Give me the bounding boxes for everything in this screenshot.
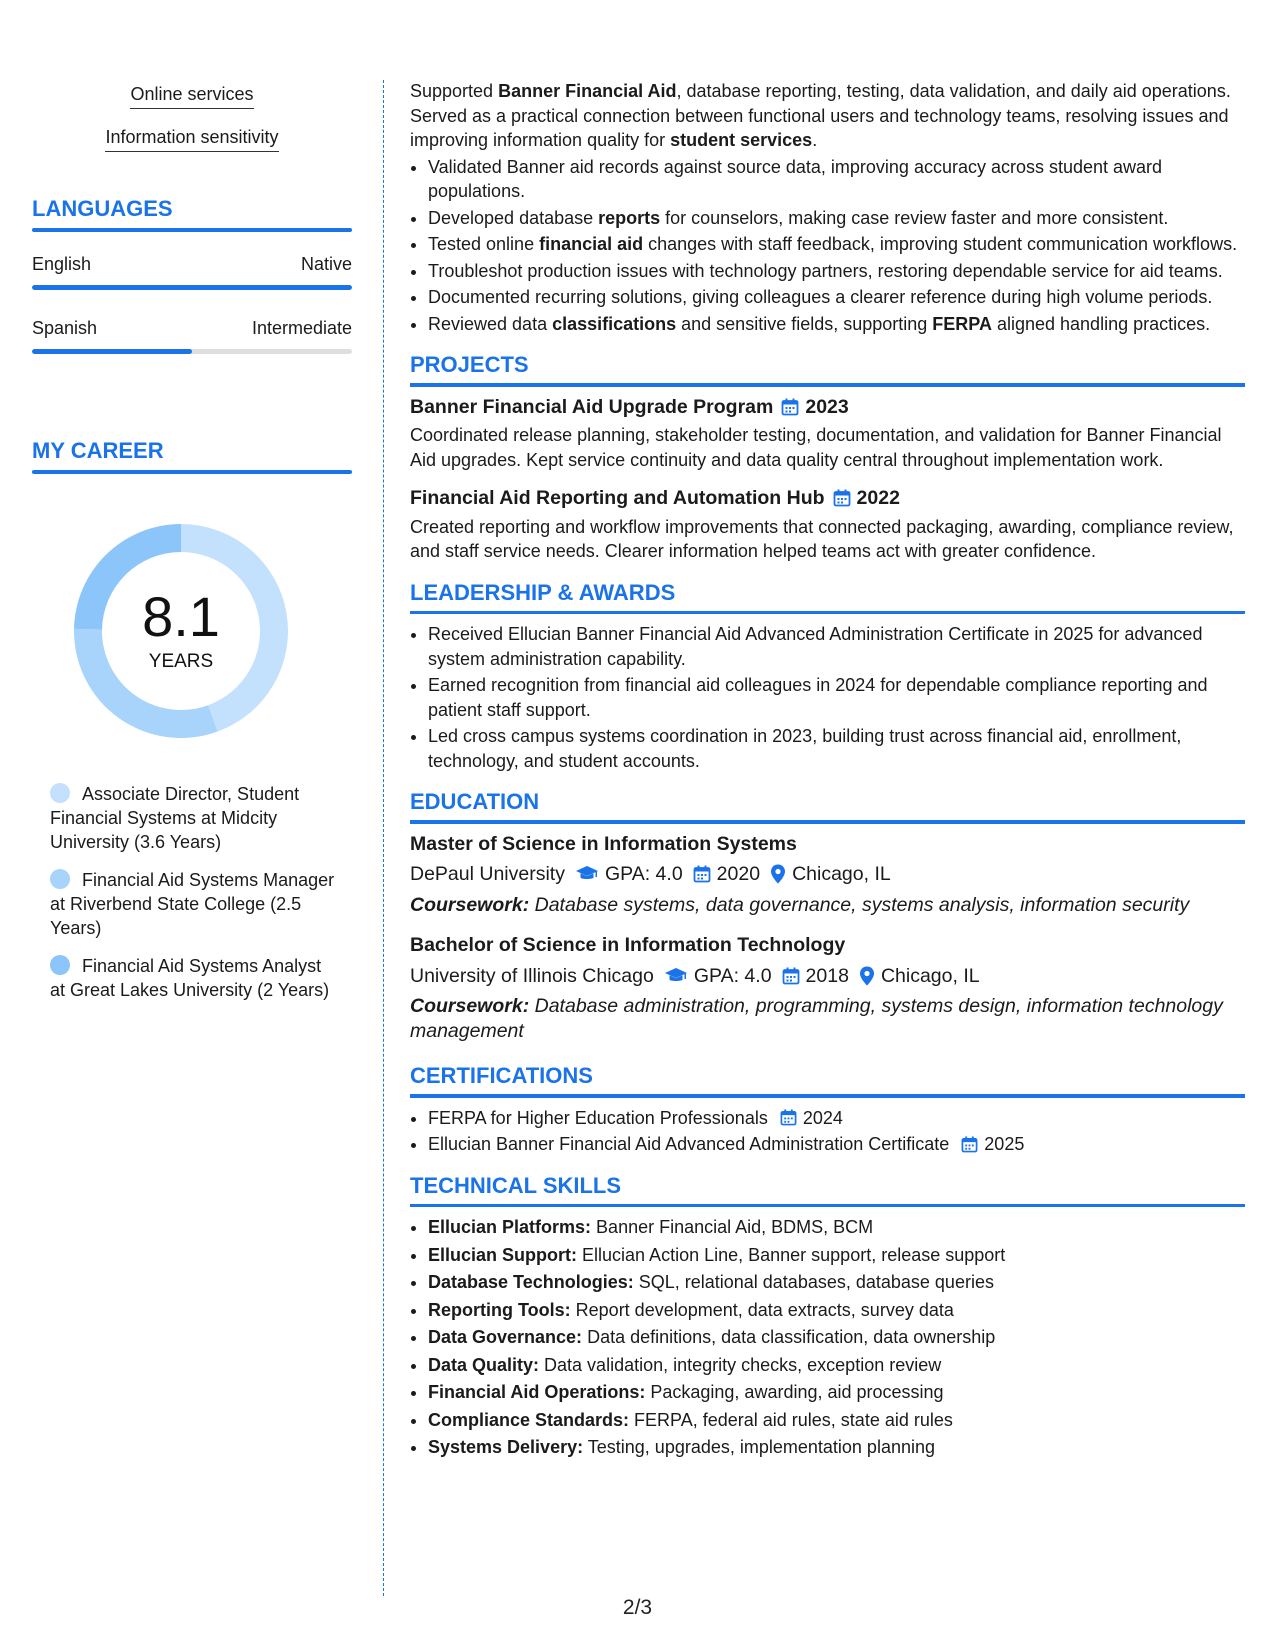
graduation-date [782,964,849,989]
project-year: 2022 [856,487,900,509]
summary-paragraph [410,79,1245,153]
education-title: EDUCATION [410,789,540,814]
project-year: 2023 [805,395,849,418]
list-item [428,259,1245,284]
skill-value: Banner Financial Aid, BDMS, BCM [591,1217,874,1237]
list-item [428,1243,1245,1269]
bullet-bold: FERPA [932,313,992,334]
section-rule [32,470,352,474]
project-name: Banner Financial Aid Upgrade Program [410,395,774,418]
project-date [833,486,900,511]
calendar-icon [961,1136,978,1153]
legend-label: Financial Aid Systems Manager at Riverbend State College (2.5 Years) [50,870,335,938]
skill-value: Ellucian Action Line, Banner support, release support [577,1244,1006,1265]
calendar-icon [780,1109,797,1126]
career-section [32,438,352,1002]
list-item [428,1106,1245,1131]
education-details [410,862,1245,887]
list-item [428,155,1245,204]
list-item [428,285,1245,310]
certifications-title: CERTIFICATIONS [410,1063,593,1088]
bullet-bold: financial aid [539,234,644,254]
language-row [32,318,352,339]
skill-value: Testing, upgrades, implementation planning [583,1437,935,1457]
language-bar [32,349,352,354]
coursework-text: Database systems, data governance, systems analysis, information security [534,893,1190,916]
bullet-text: and sensitive fields, supporting [676,313,933,334]
gpa-value: GPA: 4.0 [693,964,772,987]
bullet-text: Developed database [428,207,599,228]
education-section [410,789,1245,1043]
experience-bullets [410,155,1245,337]
bullet-text: Reviewed data [428,313,553,334]
list-item: • Earned recognition from financial aid colleagues in 2024 for dependable compliance reporting and patient staff support. [428,673,1245,722]
coursework [410,994,1245,1043]
school-location [770,862,891,887]
career-title: MY CAREER [32,438,164,463]
school-name: University of Illinois Chicago [410,964,654,987]
project-date [781,395,848,420]
donut-center [66,516,296,746]
legend-dot [50,783,70,803]
language-level: Intermediate [251,318,352,338]
legend-item [50,868,340,940]
career-legend [50,782,340,1002]
language-bar-fill [32,285,352,290]
skill-label: Data Quality: [428,1354,540,1375]
left-column [32,84,352,1016]
certification-name: • Ellucian Banner Financial Aid Advanced Administration Certificate [428,1134,950,1154]
section-rule [410,1094,1245,1098]
list-item: • Led cross campus systems coordination in 2023, building trust across financial aid, enrollment, technology, and student accounts. [428,724,1245,773]
career-unit: YEARS [148,651,214,672]
language-bar [32,285,352,290]
graduation-cap-icon [664,967,688,985]
gpa [575,862,683,887]
list-item [428,1132,1245,1157]
bullet-text: Validated Banner aid records against source data, improving accuracy across student award populations. [428,156,1163,201]
legend-label: Associate Director, Student Financial Systems at Midcity University (3.6 Years) [50,784,300,852]
career-donut-chart [66,516,296,746]
list-item: • Received Ellucian Banner Financial Aid Advanced Administration Certificate in 2025 for advanced system administration capability. [428,622,1245,671]
calendar-icon [693,865,711,883]
skills-list [410,1215,1245,1461]
graduation-date [693,862,760,887]
projects-title: PROJECTS [410,352,529,377]
calendar-icon [782,967,800,985]
project-name: Financial Aid Reporting and Automation Hub [410,487,825,509]
languages-title: LANGUAGES [32,196,173,221]
project-description: Coordinated release planning, stakeholder testing, documentation, and validation for Banner Financial Aid upgrades. Kept service continuity and data quality central throughout implementation work. [410,425,1222,470]
coursework [410,893,1245,918]
bullet-bold: reports [598,207,661,228]
summary-bold: student services [670,130,813,150]
calendar-icon [833,489,851,507]
certifications-list [410,1106,1245,1157]
language-name: English [32,254,92,274]
legend-item [50,954,340,1002]
certification-year: 2025 [984,1134,1025,1154]
bullet-text: aligned handling practices. [991,313,1211,334]
list-item [428,1380,1245,1406]
gpa [664,964,772,989]
list-item [428,312,1245,337]
list-item [428,1353,1245,1379]
awards-title: LEADERSHIP & AWARDS [410,579,676,605]
skill-value: Packaging, awarding, aid processing [645,1382,944,1402]
list-item [428,1215,1245,1241]
location-pin-icon [859,966,875,986]
section-rule [32,228,352,232]
certification-row [428,1132,1245,1157]
project-title [410,486,1245,511]
skills-section [410,1173,1245,1461]
coursework-text: Database administration, programming, systems design, information technology management [410,995,1223,1042]
project-description: Created reporting and workflow improvements that connected packaging, awarding, compliance review, and staff service needs. Clearer information helped teams act with greater confidence. [410,516,1234,561]
skills-title: TECHNICAL SKILLS [410,1172,622,1198]
skill-label: Reporting Tools: [428,1299,571,1320]
skill-value: FERPA, federal aid rules, state aid rules [629,1409,953,1430]
bullet-text: changes with staff feedback, improving student communication workflows. [643,234,1238,254]
section-rule [410,1204,1245,1208]
skill-label: Compliance Standards: [428,1409,630,1430]
bullet-text: Documented recurring solutions, giving colleagues a clearer reference during high volume periods. [428,287,1213,307]
bullet-text: Tested online [428,234,540,254]
graduation-year: 2020 [716,863,761,885]
project-title [410,395,1245,420]
interest-item: Online services [130,84,253,109]
certification-row [428,1106,1245,1131]
section-rule [410,383,1245,387]
education-details [410,964,1245,989]
legend-label: Financial Aid Systems Analyst at Great Lakes University (2 Years) [50,956,330,1000]
right-column [410,79,1245,1463]
page-number: 2/3 [622,1596,653,1619]
skill-value: Data definitions, data classification, data ownership [582,1327,996,1347]
section-rule [410,611,1245,615]
list-item [428,1408,1245,1434]
language-name: Spanish [32,318,98,338]
skill-label: Systems Delivery: [428,1437,584,1457]
skill-label: Ellucian Support: [428,1244,578,1265]
skill-label: Data Governance: [428,1327,583,1347]
location-text: Chicago, IL [792,863,891,885]
skill-value: Report development, data extracts, survey data [570,1299,954,1320]
summary-text: , database reporting, testing, data validation, and daily aid operations. Served as a practical connection between functional users and technology teams, resolving issues and improving information quality for [410,81,1231,150]
certification-name: • FERPA for Higher Education Professionals [428,1107,768,1128]
list-item [428,1270,1245,1296]
legend-item [50,782,340,854]
graduation-year: 2018 [805,964,849,987]
list-item [428,1435,1245,1461]
summary-bold: Banner Financial Aid [498,81,677,101]
section-rule [410,820,1245,824]
list-item [428,1298,1245,1324]
languages-section [32,196,352,354]
projects-section [410,352,1245,564]
list-item [428,206,1245,231]
skill-value: SQL, relational databases, database queries [633,1272,994,1292]
bullet-text: for counselors, making case review faster and more consistent. [660,207,1169,228]
legend-dot [50,869,70,889]
language-level: Native [300,254,352,274]
awards-section [410,580,1245,774]
certification-date [961,1132,1024,1157]
degree-title: Master of Science in Information Systems [410,832,797,855]
column-divider [383,80,384,1596]
certifications-section [410,1063,1245,1157]
list-item [428,232,1245,257]
language-row [32,254,352,275]
skill-label: Financial Aid Operations: [428,1382,646,1402]
location-text: Chicago, IL [880,964,980,987]
school-location [859,964,980,989]
degree-title: Bachelor of Science in Information Technology [410,934,846,956]
summary-text: Supported [410,81,499,101]
location-pin-icon [770,864,786,884]
skill-value: Data validation, integrity checks, exception review [539,1354,942,1375]
calendar-icon [781,398,799,416]
list-item [428,1325,1245,1351]
graduation-cap-icon [575,865,599,883]
skill-label: Ellucian Platforms: [428,1217,592,1237]
certification-year: 2024 [802,1107,843,1128]
career-total: 8.1 [142,585,220,648]
school-name: DePaul University [410,863,565,885]
coursework-label: Coursework: [410,995,530,1017]
awards-list [410,622,1245,773]
legend-dot [50,955,70,975]
certification-date [780,1106,843,1131]
language-bar-fill [32,349,192,354]
summary-text: . [812,130,818,150]
skill-label: Database Technologies: [428,1272,634,1292]
bullet-bold: classifications [552,313,677,334]
gpa-value: GPA: 4.0 [604,863,683,885]
bullet-text: Troubleshot production issues with technology partners, restoring dependable service for aid teams. [428,260,1223,281]
interest-item: Information sensitivity [105,127,278,152]
coursework-label: Coursework: [410,893,530,916]
